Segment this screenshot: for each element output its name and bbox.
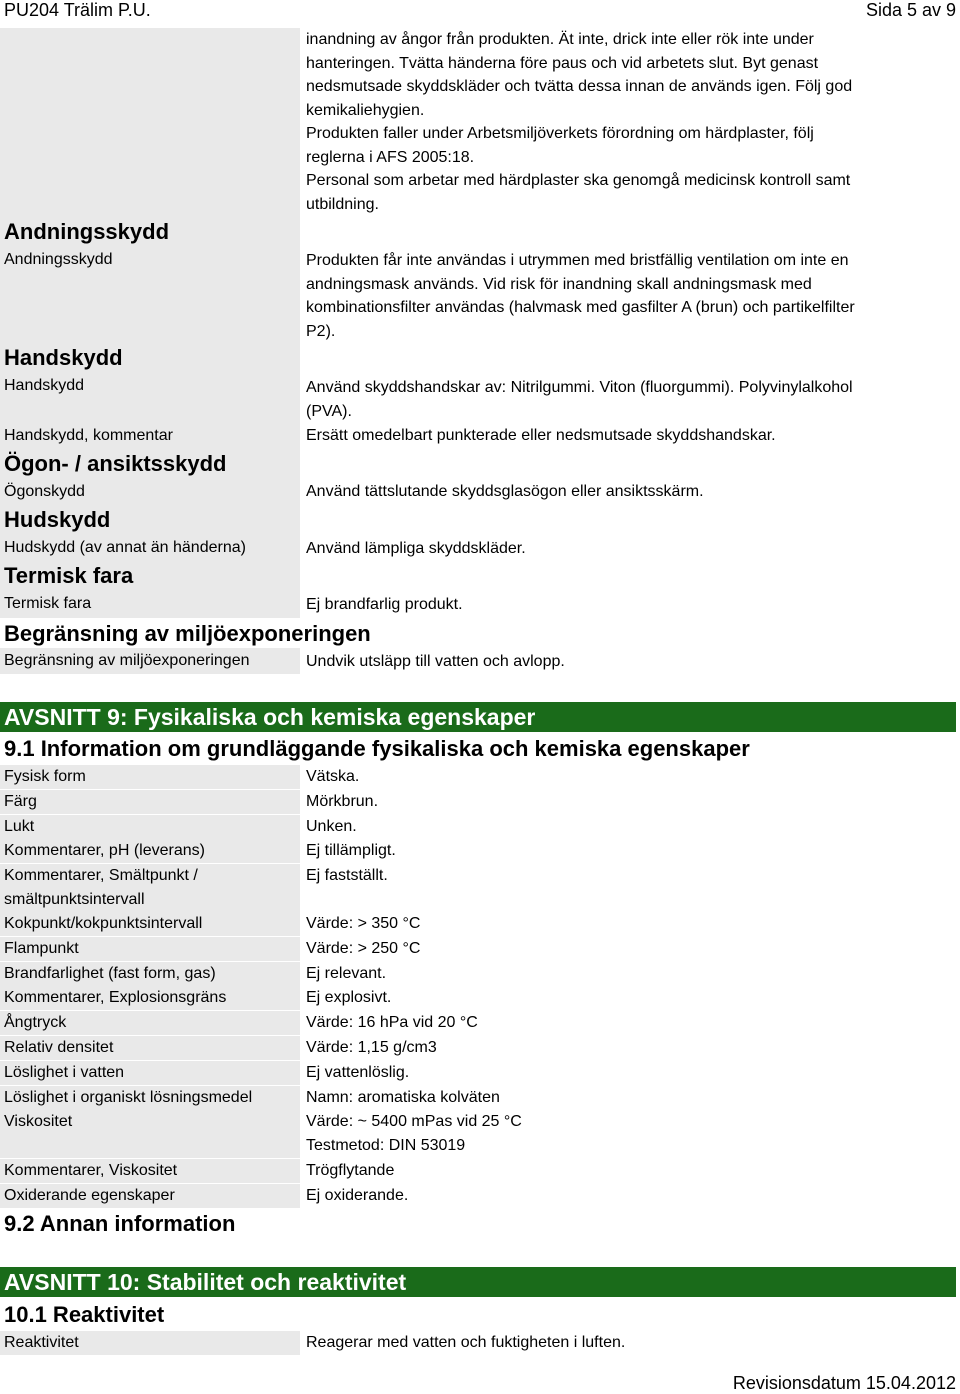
property-label-text: Kommentarer, pH (leverans)	[4, 842, 205, 859]
hand-line: Använd skyddshandskar av: Nitrilgummi. Viton (fluorgummi). Polyvinylalkohol	[306, 379, 853, 396]
hygiene-text	[306, 28, 926, 216]
property-label-text: Kokpunkt/kokpunktsintervall	[4, 915, 203, 932]
property-value-text: Värde: > 250 °C	[306, 940, 421, 957]
reactivity-value: Reagerar med vatten och fuktigheten i luften.	[306, 1334, 626, 1351]
env-label: Begränsning av miljöexponeringen	[0, 648, 300, 674]
property-label	[0, 765, 300, 789]
skin-heading: Hudskydd	[0, 506, 300, 534]
respiratory-line: kombinationsfilter användas (halvmask med gasfilter A (brun) och partikelfilter	[306, 299, 855, 316]
property-value-text: Trögflytande	[306, 1162, 395, 1179]
property-value	[306, 1036, 437, 1060]
skin-label: Hudskydd (av annat än händerna)	[0, 534, 300, 562]
property-value	[306, 765, 359, 789]
property-label-text: Relativ densitet	[4, 1039, 114, 1056]
hand-comment-value: Ersätt omedelbart punkterade eller nedsmutsade skyddshandskar.	[306, 427, 776, 444]
property-value-text: Värde: 16 hPa vid 20 °C	[306, 1014, 478, 1031]
property-label	[0, 1184, 300, 1208]
section10-sub1: 10.1 Reaktivitet	[4, 1302, 165, 1327]
thermal-label: Termisk fara	[0, 590, 300, 618]
property-value-text: Namn: aromatiska kolväten	[306, 1089, 500, 1106]
property-value	[306, 1061, 409, 1085]
property-value	[306, 790, 378, 814]
property-label	[0, 815, 300, 839]
property-label-text: Kommentarer, Viskositet	[4, 1162, 178, 1179]
property-value	[306, 1086, 500, 1110]
thermal-heading: Termisk fara	[0, 562, 300, 590]
property-value-text: Vätska.	[306, 768, 360, 785]
hand-comment-label: Handskydd, kommentar	[0, 422, 300, 450]
property-value	[306, 912, 420, 936]
property-value-text: Ej vattenlöslig.	[306, 1064, 410, 1081]
hygiene-line: utbildning.	[306, 195, 379, 213]
hygiene-line: reglerna i AFS 2005:18.	[306, 148, 475, 166]
section9-sub2: 9.2 Annan information	[4, 1211, 236, 1236]
property-value-text: Ej oxiderande.	[306, 1187, 409, 1204]
property-label-text: Färg	[4, 793, 37, 810]
property-value-text: Värde: > 350 °C	[306, 915, 421, 932]
respiratory-label: Andningsskydd	[0, 248, 300, 344]
property-label	[0, 986, 300, 1010]
property-label	[0, 864, 300, 912]
property-label	[0, 1110, 300, 1158]
property-value	[306, 839, 396, 863]
reactivity-label: Reaktivitet	[0, 1331, 300, 1355]
hand-label: Handskydd	[0, 374, 300, 422]
section9-title: AVSNITT 9: Fysikaliska och kemiska egenskaper	[0, 702, 956, 732]
property-label-text: Kommentarer, Explosionsgräns	[4, 989, 227, 1006]
property-label	[0, 839, 300, 863]
property-value-text: Ej tillämpligt.	[306, 842, 396, 859]
respiratory-line: P2).	[306, 322, 336, 340]
property-label	[0, 1086, 300, 1110]
property-value-text: Värde: 1,15 g/cm3	[306, 1039, 437, 1056]
property-value-text: Ej fastställt.	[306, 867, 388, 884]
hygiene-line: kemikaliehygien.	[306, 101, 425, 119]
property-value	[306, 864, 388, 888]
property-value	[306, 1011, 478, 1035]
property-label-text: Viskositet	[4, 1113, 73, 1130]
property-label-text: Löslighet i vatten	[4, 1064, 125, 1081]
skin-value: Använd lämpliga skyddskläder.	[306, 540, 526, 557]
property-value	[306, 1159, 394, 1183]
property-value-text: Unken.	[306, 818, 357, 835]
revision-date: Revisionsdatum 15.04.2012	[732, 1373, 956, 1393]
page-number: Sida 5 av 9	[865, 0, 956, 20]
eye-value: Använd tättslutande skyddsglasögon eller ansiktsskärm.	[306, 483, 704, 500]
property-value	[306, 962, 386, 986]
hygiene-line: Personal som arbetar med härdplaster ska genomgå medicinsk kontroll samt	[306, 172, 851, 189]
property-label	[0, 1159, 300, 1183]
property-value	[306, 986, 391, 1010]
property-label	[0, 937, 300, 961]
property-label	[0, 790, 300, 814]
property-label-text: Lukt	[4, 818, 35, 835]
env-heading: Begränsning av miljöexponeringen	[4, 621, 371, 646]
hand-line: (PVA).	[306, 402, 352, 420]
hygiene-line: hanteringen. Tvätta händerna före paus och vid arbetets slut. Byt genast	[306, 54, 819, 72]
hygiene-line: inandning av ångor från produkten. Ät inte, drick inte eller rök inte under	[306, 31, 814, 48]
eye-heading: Ögon- / ansiktsskydd	[0, 450, 300, 478]
section9-sub1: 9.1 Information om grundläggande fysikaliska och kemiska egenskaper	[4, 736, 750, 761]
property-label-text: smältpunktsintervall	[4, 891, 145, 908]
hygiene-line: Produkten faller under Arbetsmiljöverkets förordning om härdplaster, följ	[306, 125, 814, 142]
property-value-text: Värde: ~ 5400 mPas vid 25 °C	[306, 1113, 522, 1130]
property-label	[0, 1061, 300, 1085]
property-label-text: Ångtryck	[4, 1014, 67, 1031]
respiratory-line: Produkten får inte användas i utrymmen med bristfällig ventilation om inte en	[306, 252, 849, 269]
hand-heading: Handskydd	[0, 344, 300, 374]
respiratory-heading: Andningsskydd	[0, 218, 300, 248]
property-value	[306, 1184, 408, 1208]
property-label-text: Brandfarlighet (fast form, gas)	[4, 965, 216, 982]
hand-value	[306, 376, 926, 423]
property-label-text: Fysisk form	[4, 768, 86, 785]
property-value-text: Testmetod: DIN 53019	[306, 1137, 466, 1154]
document-title: PU204 Trälim P.U.	[4, 0, 151, 20]
property-label-text: Löslighet i organiskt lösningsmedel	[4, 1089, 253, 1106]
env-value: Undvik utsläpp till vatten och avlopp.	[306, 653, 565, 670]
property-label-text: Oxiderande egenskaper	[4, 1187, 175, 1204]
property-label-text: Flampunkt	[4, 940, 79, 957]
property-value-text: Ej explosivt.	[306, 989, 392, 1006]
property-label	[0, 962, 300, 986]
label-column-top	[0, 28, 300, 218]
respiratory-line: andningsmask används. Vid risk för inandning skall andningsmask med	[306, 275, 812, 293]
eye-label: Ögonskydd	[0, 478, 300, 506]
respiratory-value	[306, 249, 926, 343]
property-value	[306, 815, 357, 839]
property-label	[0, 1011, 300, 1035]
property-value-text: Mörkbrun.	[306, 793, 379, 810]
property-value-text: Ej relevant.	[306, 965, 387, 982]
section10-title: AVSNITT 10: Stabilitet och reaktivitet	[0, 1267, 956, 1297]
property-label-text: Kommentarer, Smältpunkt /	[4, 867, 198, 884]
hygiene-line: nedsmutsade skyddskläder och tvätta dessa innan de används igen. Följ god	[306, 78, 853, 95]
property-value	[306, 937, 420, 961]
property-label	[0, 912, 300, 936]
property-value	[306, 1110, 522, 1158]
thermal-value: Ej brandfarlig produkt.	[306, 596, 463, 613]
property-label	[0, 1036, 300, 1060]
